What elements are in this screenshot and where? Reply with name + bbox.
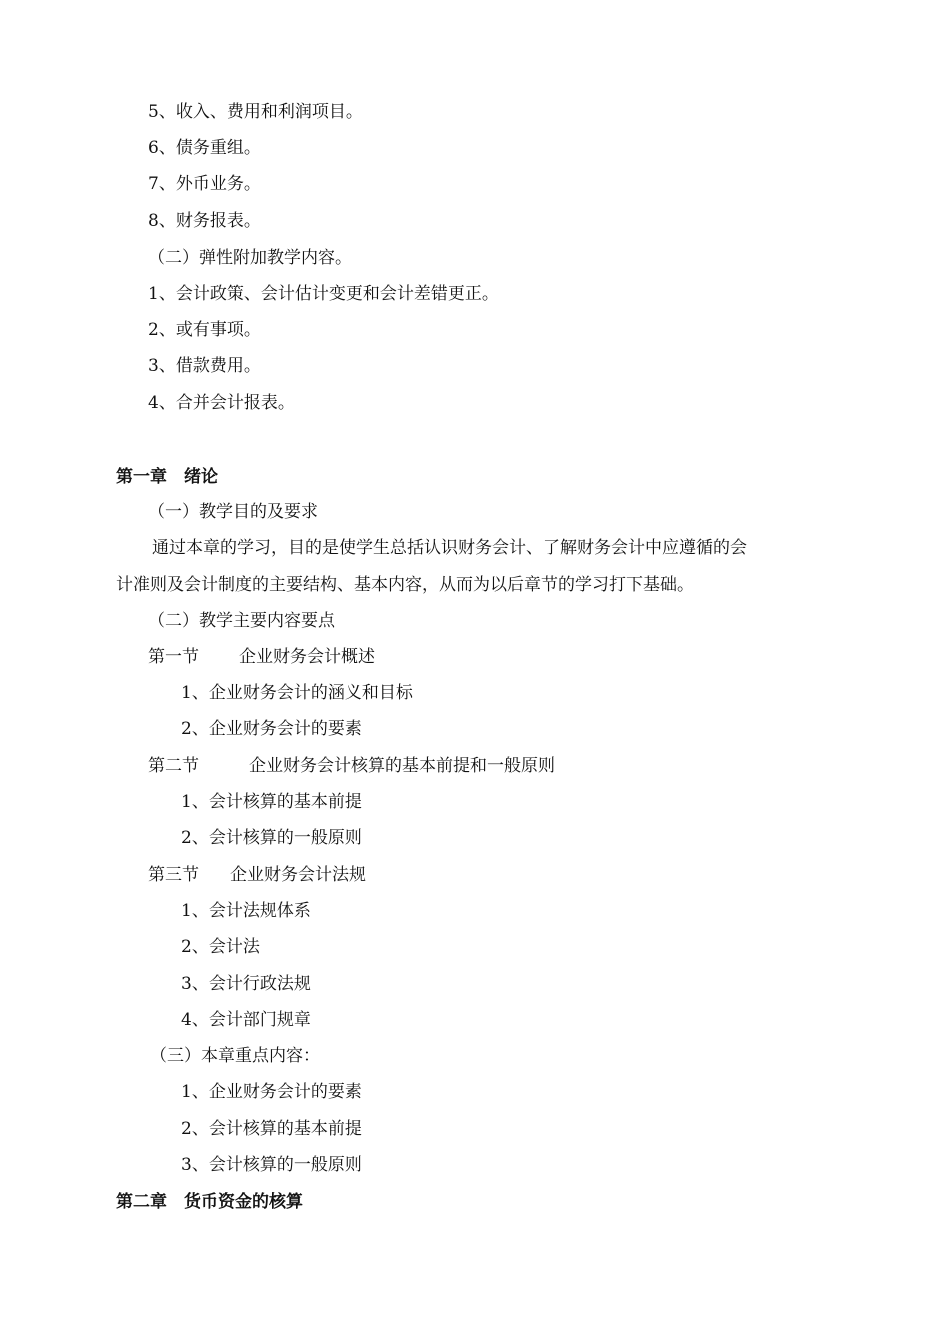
section-label: 第一节 <box>148 647 199 667</box>
list-item: 8、财务报表。 <box>148 211 261 231</box>
section-title <box>148 755 555 777</box>
chapter-title: 第一章 绪论 <box>116 467 218 487</box>
paragraph-line: 通过本章的学习，目的是使学生总括认识财务会计、了解财务会计中应遵循的会 <box>152 538 747 558</box>
section-name: 企业财务会计概述 <box>239 647 375 667</box>
list-item: 2、会计核算的一般原则 <box>181 828 362 848</box>
list-item: 1、会计政策、会计估计变更和会计差错更正。 <box>148 284 499 304</box>
list-item: 2、或有事项。 <box>148 320 261 340</box>
list-item: 1、会计法规体系 <box>181 901 311 921</box>
list-item: 7、外币业务。 <box>148 174 261 194</box>
section-label: 第二节 <box>148 756 199 776</box>
list-item: 2、企业财务会计的要素 <box>181 719 362 739</box>
list-item: 3、会计行政法规 <box>181 974 311 994</box>
list-item: 4、合并会计报表。 <box>148 393 295 413</box>
section-title <box>148 646 375 668</box>
section-heading: （一）教学目的及要求 <box>148 502 318 522</box>
list-item: 4、会计部门规章 <box>181 1010 311 1030</box>
section-heading: （二）教学主要内容要点 <box>148 611 335 631</box>
list-item: 2、会计法 <box>181 937 260 957</box>
list-item: 3、借款费用。 <box>148 356 261 376</box>
list-item: 2、会计核算的基本前提 <box>181 1119 362 1139</box>
section-heading: （三）本章重点内容： <box>150 1046 320 1066</box>
section-name: 企业财务会计核算的基本前提和一般原则 <box>249 756 555 776</box>
chapter-title: 第二章 货币资金的核算 <box>116 1192 303 1212</box>
list-item: 1、企业财务会计的涵义和目标 <box>181 683 413 703</box>
section-label: 第三节 <box>148 865 199 885</box>
section-title <box>148 864 366 886</box>
list-item: 3、会计核算的一般原则 <box>181 1155 362 1175</box>
list-item: 5、收入、费用和利润项目。 <box>148 102 363 122</box>
section-name: 企业财务会计法规 <box>230 865 366 885</box>
list-item: 1、会计核算的基本前提 <box>181 792 362 812</box>
list-item: 1、企业财务会计的要素 <box>181 1082 362 1102</box>
paragraph-line: 计准则及会计制度的主要结构、基本内容，从而为以后章节的学习打下基础。 <box>116 575 694 595</box>
list-item: 6、债务重组。 <box>148 138 261 158</box>
elective-heading: （二）弹性附加教学内容。 <box>148 248 352 268</box>
